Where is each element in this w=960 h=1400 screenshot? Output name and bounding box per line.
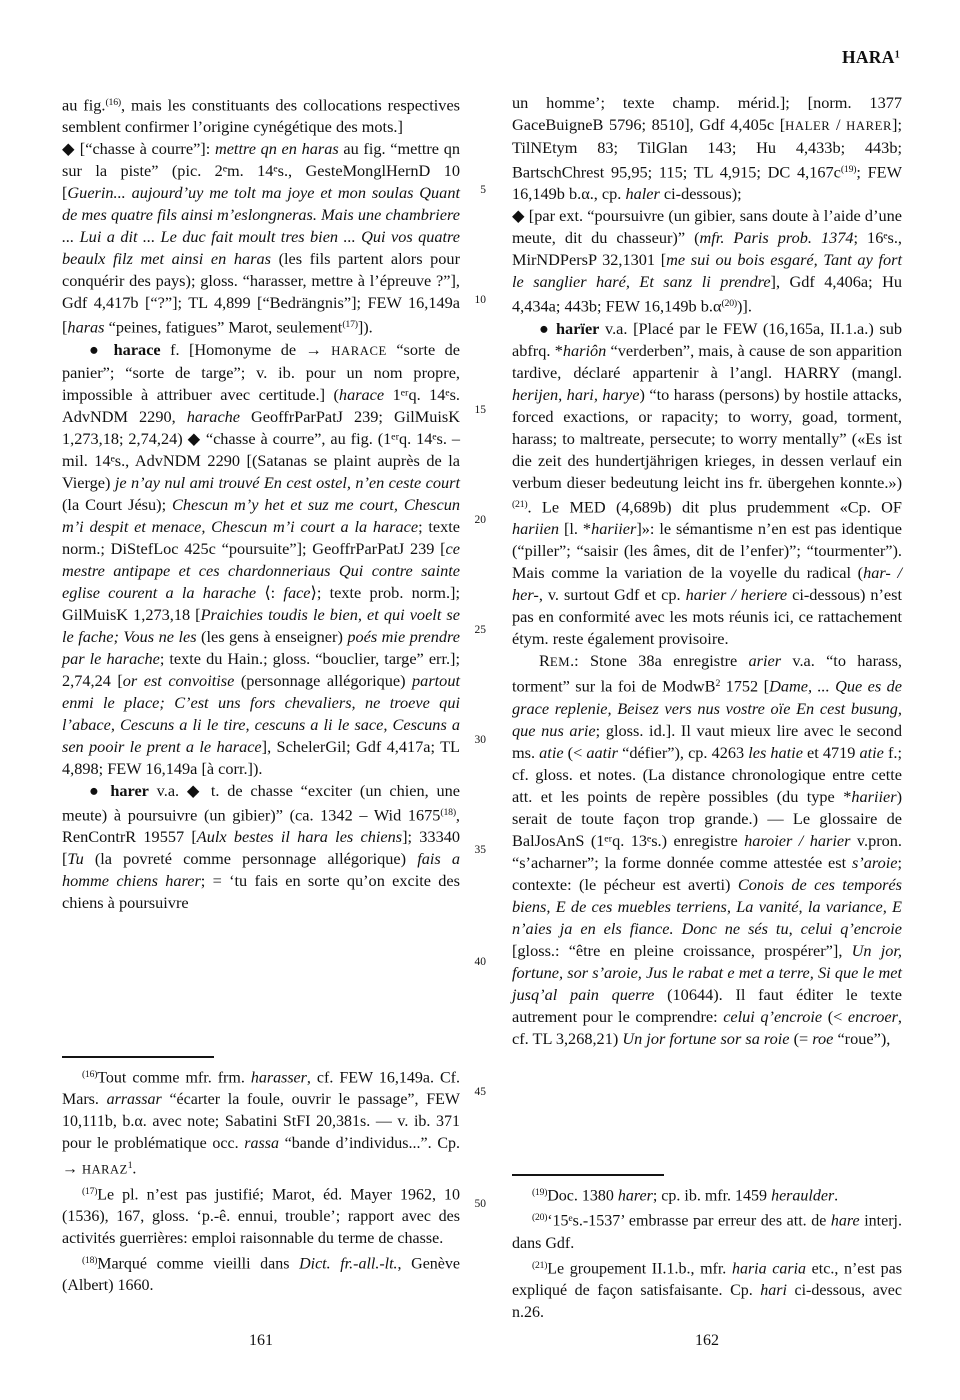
text-segment: (19) (532, 1187, 548, 1198)
text-segment: [l. * (559, 519, 592, 539)
line-number: 30 (474, 734, 486, 746)
text-segment: Le pl. n’est pas justifié; Marot, éd. Mayer 1962, 10 (1536), 167, gloss. ‘p.-ê. ennui, trouble’; rapport avec des activités guerrières: emploi raisonnable du terme de chasse. (62, 1185, 460, 1247)
text-segment: Tout comme mfr. frm. (97, 1069, 251, 1087)
text-segment: ) serait de toute façon trop grande.) — Le glossaire de BalJosAnS (1ᵉʳq. 13ᵉs.) enregistre (512, 786, 902, 850)
continuation-paragraph (62, 92, 460, 138)
line-number: 15 (474, 404, 486, 416)
line-number: 5 (480, 184, 486, 196)
text-segment: me sui ou bois esgaré, Tant ay fort le sanglier haré, Et sanz li prendre (512, 250, 902, 292)
text-segment: ◆ [“chasse à courre”]: (62, 139, 215, 159)
text-segment: harache (186, 406, 241, 426)
text-segment: ]; 33340 [ (62, 827, 460, 869)
text-segment: ]; TilNEtym 83; TilGlan 143; Hu 4,433b; 443b; BartschChrest 95,95; 115; TL 4,915; DC 4,167c (512, 115, 902, 182)
text-segment: .: Stone 38a enregistre (570, 651, 749, 671)
text-segment: “sorte de panier”; “sorte de targe”; v. ib. pour un nom propre, impossible à attribuer avec certitude.] ( (62, 339, 460, 404)
text-segment: “défier”), cp. 4263 (618, 742, 749, 762)
text-segment: v.a. [Placé par le FEW (16,165a, II.1.a.) sub abfrq. * (512, 318, 902, 360)
text-segment: hare (830, 1212, 860, 1230)
text-segment: Un jor fortune sor sa roie (622, 1028, 790, 1048)
text-segment: poés mie prendre par le harache (62, 626, 460, 668)
text-segment: “verderben”, mais, à cause de son apparition tardive, déclaré appartenir à l’angl. HARRY (mangl. (512, 340, 902, 382)
text-segment: encroer (847, 1006, 898, 1026)
text-segment: f. [Homonyme de → (160, 339, 332, 359)
continuation-paragraph (512, 92, 902, 205)
line-number: 40 (474, 956, 486, 968)
text-segment: (17) (342, 319, 358, 331)
text-segment: mfr. Paris prob. 1374 (699, 228, 854, 248)
text-segment: (la Court Jésu); (62, 494, 173, 514)
text-segment: au fig. “mettre qn sur la piste” (pic. 2ᵉm. 14ᵉs., GesteMonglHernD 10 [ (62, 139, 460, 203)
page-number-right: 162 (695, 1332, 719, 1349)
text-segment: ) “to harass (persons) by hostile attacks, forced exactions, or rapacity; to worry, goad, torment, harass; to maltreate, persecute; to worry mentally” («Es ist die zeit des hundertjährigen krieges, in dessen verlauf ein verbum dieser bedeutung leicht ins fr. übergehen konnte.») (512, 384, 902, 492)
text-segment: fais a homme chiens harer (62, 849, 460, 891)
text-segment: (21) (532, 1259, 548, 1271)
text-segment: , v. surtout Gdf et cp. (538, 585, 686, 605)
text-segment: (19) (840, 164, 857, 175)
text-segment: haria caria (731, 1259, 807, 1277)
text-segment: Le groupement II.1.b., mfr. (547, 1259, 732, 1277)
text-segment: (personnage allégorique) (234, 670, 413, 690)
right-column-body (512, 92, 902, 1050)
text-segment: 1 (127, 1160, 133, 1172)
running-head-lemma: HARA (841, 47, 895, 67)
text-segment: 1752 [ (720, 676, 770, 696)
text-segment: . (834, 1187, 839, 1205)
text-segment: har- / her- (512, 563, 902, 605)
left-column-footnotes (62, 1064, 460, 1297)
footnote-rule-right (512, 1174, 664, 1176)
text-segment: Dame, ... Que es de grace replenie, Beisez vers nus vostre oïe En cest busung, que nus arie (512, 676, 903, 740)
text-segment: (= (789, 1028, 813, 1048)
text-segment: un homme’; texte champ. mérid.]; [norm. 1377 GaceBuigneB 5796; 8510], Gdf 4,405c [ (512, 93, 902, 134)
text-segment: f.; cf. gloss. et notes. (La distance chronologique entre cette att. et les points de repère possibles (du type * (512, 742, 902, 806)
footnote-rule-left (62, 1056, 214, 1058)
text-segment: celui q’encroie (723, 1006, 823, 1026)
text-segment: hariien (512, 519, 560, 539)
text-segment: . (132, 1160, 137, 1178)
text-segment: (10644). Il faut éditer le texte autrement pour le comprendre: (512, 984, 902, 1026)
line-number: 45 (474, 1086, 486, 1098)
text-segment: Guerin... aujourd’uy me tolt ma joye et mon soulas Quant de mes quatre fils ainsi m’eslongneras. Mais une chambriere ... Lui a dit ... Le duc fait moult tres bien ... Qui vos quatre beaulx filz met ainsi en haras (62, 183, 460, 269)
entry-harace (62, 339, 460, 780)
text-segment: harasser (250, 1069, 307, 1087)
line-number: 20 (474, 514, 486, 526)
text-segment: Conois de ces temporés biens, E de ces muebles terriens, La vanité, la variance, E n’aies ja en els fiance. Donc ne sés tu, celui q’encroie (512, 874, 902, 938)
text-segment: Praichies toudis le bien, et qui voelt se le fache; Vous ne les (62, 604, 460, 646)
text-segment: harace (338, 384, 385, 404)
text-segment: HARER (846, 119, 893, 133)
text-segment: ]). (357, 317, 373, 337)
text-segment: et 4719 (802, 742, 860, 762)
text-segment: etc., n’est pas expliqué de façon satisfaisante. Cp. (512, 1259, 903, 1299)
text-segment: ● (89, 780, 111, 800)
text-segment: (18) (440, 806, 456, 818)
text-segment: “peines, fatigues” Marot, seulement (104, 317, 343, 337)
footnote-20 (512, 1207, 902, 1254)
text-segment: , mais les constituants des collocations respectives semblent confirmer l’origine cynégétique des mots.] (62, 95, 461, 137)
text-segment: Marqué comme vieilli dans (97, 1255, 300, 1273)
text-segment: Un jor, fortune, sor s’aroie, Jus le rabat e met a terre, Si que le met jusq’al pain querre (512, 940, 903, 1004)
text-segment: , RenContrR 19557 [ (62, 805, 460, 847)
text-segment: interj. dans Gdf. (512, 1212, 902, 1252)
text-segment: heraulder (771, 1187, 835, 1205)
text-segment: ; gloss. id.]. Il vaut mieux lire avec le second ms. (512, 720, 903, 762)
text-segment: ce mestre antipape et ces chardonneriaus Qui contre sainte eglise courent a la harache (62, 538, 460, 602)
text-segment: ◆ [par ext. “poursuivre (un gibier, sans doute à l’aide d’une meute, dit du chasseur)” ( (512, 206, 902, 248)
text-segment: haler (625, 184, 660, 204)
left-column-body (62, 92, 460, 914)
text-segment: ‘15ᵉs.-1537’ embrasse par erreur des att. de (547, 1212, 831, 1230)
text-segment: mettre qn en haras (214, 139, 339, 159)
line-number: 35 (474, 844, 486, 856)
text-segment: Doc. 1380 (547, 1187, 618, 1205)
footnote-19 (512, 1182, 902, 1207)
text-segment: hari (760, 1281, 787, 1299)
text-segment: , cf. FEW 16,149a. Cf. Mars. (62, 1069, 461, 1109)
text-segment: ; contexte: (le pécheur est averti) (512, 852, 902, 894)
text-segment: arier (748, 651, 782, 671)
text-segment: HALER (785, 119, 831, 133)
text-segment: ● (89, 339, 114, 359)
text-segment: ci-dessous) n’est pas en conformité avec les mots réunis ici, ce rattachement étym. reste également provisoire. (512, 585, 902, 649)
text-segment: GeoffrParPatJ 239; GilMuisK 1,273,18; 2,74,24) ◆ “chasse à courre”, au fig. (1ᵉʳq. 14ᵉs. – mil. 14ᵉs., AdvNDM 2290 [(Satanas se plaint auprès de la Vierge) (62, 406, 460, 492)
footnote-21 (512, 1255, 902, 1324)
text-segment: rassa (244, 1135, 279, 1153)
footnote-18 (62, 1250, 460, 1297)
text-segment: 1ᵉʳq. 14ᵉs. AdvNDM 2290, (62, 384, 460, 426)
sense-par-ext (512, 205, 902, 317)
text-segment: (17) (82, 1185, 98, 1197)
text-segment: Tu (67, 849, 84, 869)
text-segment: ; 16ᵉs., MirNDPersP 32,1301 [ (512, 228, 902, 270)
entry-harer (62, 780, 460, 914)
text-segment: (21) (512, 498, 528, 510)
text-segment: (16) (105, 97, 121, 108)
text-segment: ]»: le sémantisme n’en est pas identique (“piller”; “saisir (les âmes, dit de l’enfer)”; “tourmenter”). Mais comme la variation de la voyelle du radical ( (512, 519, 902, 583)
text-segment: ; texte du Hain.; gloss. “bouclier, targe” err.]; 2,74,24 [ (62, 648, 461, 690)
text-segment: arrassar (106, 1091, 162, 1109)
text-segment: R (539, 651, 550, 671)
text-segment: je n’ay nul ami trouvé En cest ostel, n’en ceste court (114, 472, 460, 492)
remark-paragraph (512, 650, 902, 1049)
text-segment: ⟨: (256, 582, 284, 602)
text-segment: ], SchelerGil; Gdf 4,417a; TL 4,898; FEW 16,149a [à corr.]). (62, 736, 460, 778)
page-number-left: 161 (249, 1332, 273, 1349)
text-segment: hariier (591, 519, 637, 539)
text-segment: au fig. (62, 95, 106, 115)
text-segment: harer (617, 1187, 653, 1205)
text-segment: ⟩; texte prob. norm.]; GilMuisK 1,273,18 [ (62, 582, 460, 624)
text-segment: (< (822, 1006, 848, 1026)
text-segment: partout enmi le place; C’est uns fors chevaliers, ne troeve qui l’abace, Cescuns a li le tire, cescuns a li le sace, Cescuns a sen pooir le prent a le harace (62, 670, 460, 756)
text-segment: v.a. ◆ t. de chasse “exciter (un chien, une meute) à poursuivre (un gibier)” (ca. 1342 – Wid 1675 (62, 780, 460, 825)
text-segment: ; texte norm.; DiStefLoc 425c “poursuite”]; GeoffrParPatJ 239 [ (62, 516, 461, 558)
text-segment: [gloss.: “être en pleine croissance, prospérer”], (512, 940, 852, 960)
text-segment: aatir (586, 742, 619, 762)
text-segment: (20) (532, 1212, 548, 1224)
text-segment: face (283, 582, 311, 602)
text-segment: roe (812, 1028, 834, 1048)
text-segment: ; = ‘tu fais en sorte qu’on excite des chiens à poursuivre (62, 871, 460, 913)
text-segment: herijen, hari, harye (512, 384, 640, 404)
text-segment: HARACE (331, 343, 387, 358)
text-segment: , cf. TL 3,268,21) (512, 1006, 902, 1048)
text-segment: s’aroie (851, 852, 898, 872)
text-segment: ci-dessous); (659, 184, 742, 204)
text-segment: “bande d’individus...”. Cp. → (62, 1135, 460, 1178)
text-segment: / (830, 115, 847, 134)
entry-harier (512, 318, 902, 650)
text-segment: atie (859, 742, 884, 762)
text-segment: hariier (851, 786, 897, 806)
text-segment: (18) (82, 1254, 98, 1266)
line-number: 50 (474, 1198, 486, 1210)
homograph-number: 1 (894, 49, 900, 61)
footnote-17 (62, 1181, 460, 1250)
text-segment: les hatie (748, 742, 803, 762)
text-segment: EM (549, 655, 571, 670)
sense-chasse-a-courre (62, 138, 460, 338)
text-segment: (16) (82, 1069, 98, 1080)
text-segment: ● (539, 318, 556, 338)
text-segment: or est convoitise (122, 670, 235, 690)
line-number: 10 (474, 294, 486, 306)
text-segment: HARAZ (82, 1162, 128, 1177)
text-segment: (les gens à enseigner) (196, 626, 348, 646)
text-segment: v.a. “to harass, torment” sur la foi de ModwB (512, 651, 902, 696)
text-segment: Aulx bestes il hara les chiens (196, 827, 403, 847)
text-segment: 2 (715, 678, 721, 690)
text-segment: haras (67, 317, 105, 337)
line-number: 25 (474, 624, 486, 636)
right-column-footnotes (512, 1182, 902, 1324)
text-segment: . Le MED (4,689b) dit plus prudemment «Cp. OF (527, 497, 902, 517)
text-segment: harïer (556, 318, 600, 338)
running-head (842, 47, 900, 68)
text-segment: harier / heriere (685, 585, 788, 605)
text-segment: (< (563, 742, 587, 762)
text-segment: hariôn (562, 340, 607, 360)
text-segment: , Genève (Albert) 1660. (62, 1255, 460, 1295)
text-segment: )]. (736, 296, 752, 316)
text-segment: v.pron. “s’acharner”; la forme donnée comme attestée est (512, 830, 902, 872)
text-segment: harer (110, 780, 149, 800)
text-segment: ], Gdf 4,406a; Hu 4,434a; 443b; FEW 16,149b b.α (512, 272, 902, 316)
text-segment: Dict. fr.-all.-lt. (299, 1255, 398, 1273)
text-segment: “roue”), (833, 1028, 891, 1048)
text-segment: ; cp. ib. mfr. 1459 (652, 1187, 772, 1205)
text-segment: ci-dessous, avec n.26. (512, 1281, 903, 1321)
text-segment: ; FEW 16,149b b.α., cp. (512, 162, 902, 204)
text-segment: (les fils partent alors pour conquérir des pays); gloss. “harasser, mettre à l’épreuve ?”], Gdf 4,417b [“?”]; TL 4,899 [“Bedrängnis”]; FEW 16,149a [ (62, 249, 460, 337)
text-segment: atie (539, 742, 564, 762)
text-segment: “écarter la foule, ouvrir le passage”, FEW 10,111b, b.α. avec note; Sabatini StFI 20,381s. — v. ib. 371 pour le problématique occ. (62, 1091, 460, 1153)
text-segment: harace (113, 339, 161, 359)
text-segment: (20) (721, 298, 737, 310)
text-segment: (la povreté comme personnage allégorique) (83, 849, 418, 869)
text-segment: haroier / harier (744, 830, 851, 850)
footnote-16 (62, 1064, 460, 1181)
text-segment: Chescun m’y het et suz me court, Chescun m’i despit et menace, Chescun m’i court a la harace (62, 494, 460, 536)
